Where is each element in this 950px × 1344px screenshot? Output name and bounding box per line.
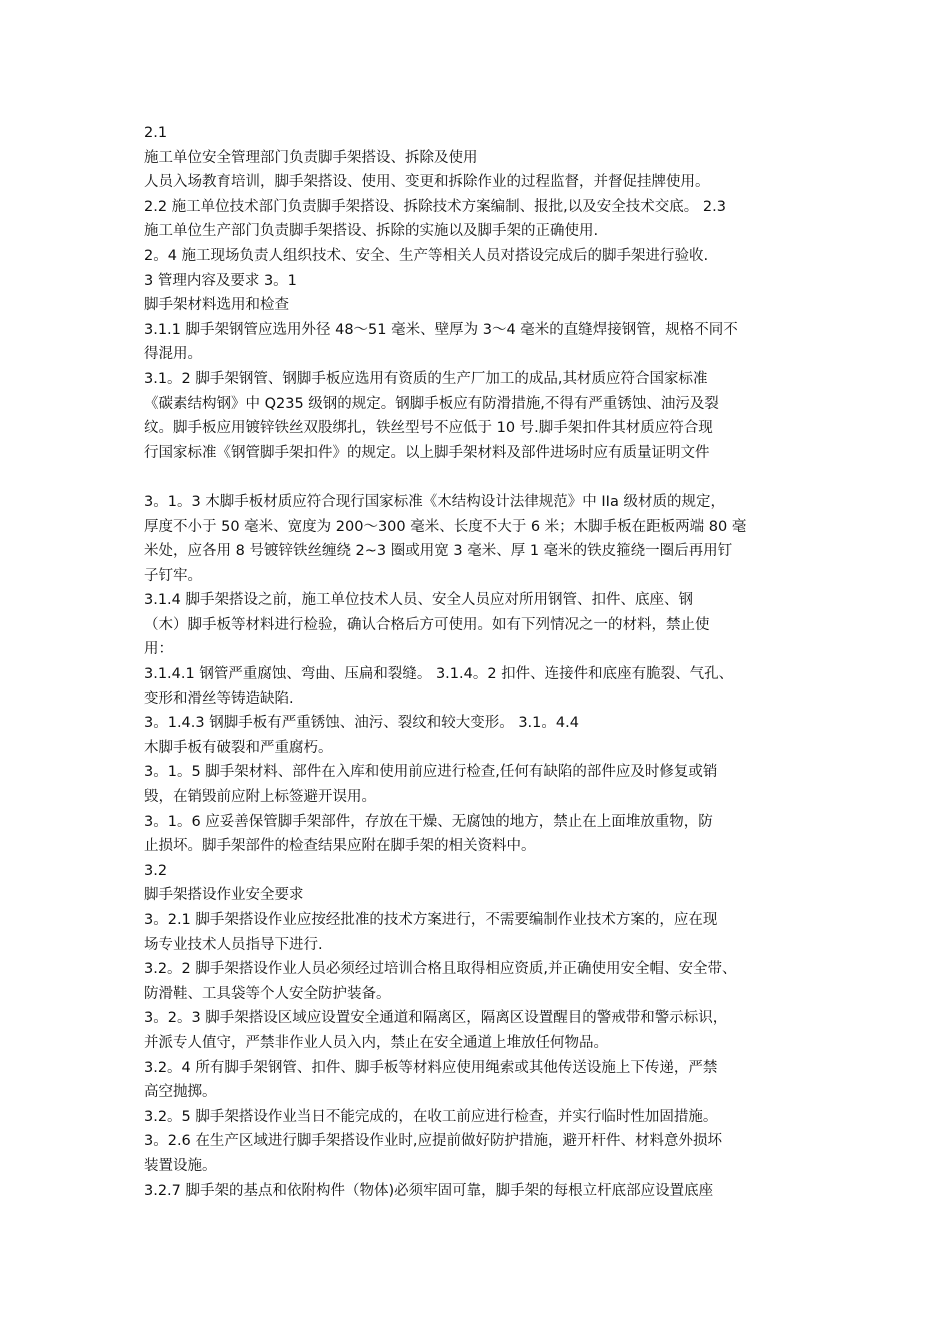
text-line: 3.2 xyxy=(144,862,168,879)
text-line: 施工单位生产部门负责脚手架搭设、拆除的实施以及脚手架的正确使用. xyxy=(144,223,599,240)
text-line: 得混用。 xyxy=(144,346,202,363)
text-line: 场专业技术人员指导下进行. xyxy=(144,936,323,953)
text-line: 装置设施。 xyxy=(144,1157,217,1174)
text-line: 3.2。4 所有脚手架钢管、扣件、脚手板等材料应使用绳索或其他传送设施上下传递，严禁 xyxy=(144,1059,718,1076)
text-line: 《碳素结构钢》中 Q235 级钢的规定。钢脚手板应有防滑措施,不得有严重锈蚀、油污及裂 xyxy=(144,395,719,412)
blank-line xyxy=(144,465,824,490)
text-line: 高空抛掷。 xyxy=(144,1084,217,1101)
text-line: 2.1 xyxy=(144,125,168,141)
text-line: 人员入场教育培训，脚手架搭设、使用、变更和拆除作业的过程监督，并督促挂牌使用。 xyxy=(144,174,710,191)
text-line: 木脚手板有破裂和严重腐朽。 xyxy=(144,739,333,756)
text-line: 行国家标准《钢管脚手架扣件》的规定。以上脚手架材料及部件进场时应有质量证明文件 xyxy=(144,444,710,461)
text-line: 3。1.4.3 钢脚手板有严重锈蚀、油污、裂纹和较大变形。 3.1。4.4 xyxy=(144,715,579,732)
text-line: 毁，在销毁前应附上标签避开误用。 xyxy=(144,789,376,806)
document-body xyxy=(144,121,824,1203)
text-line: 2。4 施工现场负责人组织技术、安全、生产等相关人员对搭设完成后的脚手架进行验收. xyxy=(144,247,709,264)
text-line: 3.2。5 脚手架搭设作业当日不能完成的，在收工前应进行检查，并实行临时性加固措施。 xyxy=(144,1108,718,1125)
text-line: 子钉牢。 xyxy=(144,567,202,584)
text-line: 并派专人值守，严禁非作业人员入内，禁止在安全通道上堆放任何物品。 xyxy=(144,1034,608,1051)
text-line: 防滑鞋、工具袋等个人安全防护装备。 xyxy=(144,985,391,1002)
text-line: 3。1。5 脚手架材料、部件在入库和使用前应进行检查,任何有缺陷的部件应及时修复或销 xyxy=(144,764,718,781)
text-line: 变形和滑丝等铸造缺陷. xyxy=(144,690,294,707)
text-line: 2.2 施工单位技术部门负责脚手架搭设、拆除技术方案编制、报批,以及安全技术交底。 2.3 xyxy=(144,198,726,215)
text-line: 3。2.6 在生产区域进行脚手架搭设作业时,应提前做好防护措施，避开杆件、材料意外损坏 xyxy=(144,1133,722,1150)
text-line: 3.1。2 脚手架钢管、钢脚手板应选用有资质的生产厂加工的成品,其材质应符合国家标准 xyxy=(144,370,708,387)
text-line: 3。1。6 应妥善保管脚手架部件，存放在干燥、无腐蚀的地方，禁止在上面堆放重物，防 xyxy=(144,813,713,830)
text-line: 用： xyxy=(144,641,173,658)
text-line: 止损坏。脚手架部件的检查结果应附在脚手架的相关资料中。 xyxy=(144,838,536,855)
text-line: 纹。脚手板应用镀锌铁丝双股绑扎，铁丝型号不应低于 10 号.脚手架扣件其材质应符合现 xyxy=(144,420,713,437)
section-heading: 脚手架搭设作业安全要求 xyxy=(144,887,304,904)
text-line: 3。2。3 脚手架搭设区域应设置安全通道和隔离区，隔离区设置醒目的警戒带和警示标识， xyxy=(144,1010,728,1027)
section-heading: 脚手架材料选用和检查 xyxy=(144,297,289,314)
text-line: （木）脚手板等材料进行检验，确认合格后方可使用。如有下列情况之一的材料，禁止使 xyxy=(144,616,710,633)
text-line: 3。2.1 脚手架搭设作业应按经批准的技术方案进行，不需要编制作业技术方案的，应在现 xyxy=(144,912,718,928)
text-line: 3 管理内容及要求 3。1 xyxy=(144,272,297,289)
text-line: 厚度不小于 50 毫米、宽度为 200～300 毫米、长度不大于 6 米；木脚手板在距板两端 80 毫 xyxy=(144,518,747,535)
text-line: 3.1.4 脚手架搭设之前，施工单位技术人员、安全人员应对所用钢管、扣件、底座、钢 xyxy=(144,592,694,609)
text-line: 米处，应各用 8 号镀锌铁丝缠绕 2~3 圈或用宽 3 毫米、厚 1 毫米的铁皮箍绕一圈后再用钉 xyxy=(144,543,733,560)
text-line: 3.1.4.1 钢管严重腐蚀、弯曲、压扁和裂缝。 3.1.4。2 扣件、连接件和底座有脆裂、气孔、 xyxy=(144,666,734,683)
text-line: 施工单位安全管理部门负责脚手架搭设、拆除及使用 xyxy=(144,149,478,166)
text-line: 3。1。3 木脚手板材质应符合现行国家标准《木结构设计法律规范》中 IIa 级材质的规定， xyxy=(144,493,725,510)
text-line: 3.2。2 脚手架搭设作业人员必须经过培训合格且取得相应资质,并正确使用安全帽、安全带、 xyxy=(144,961,737,978)
text-line: 3.2.7 脚手架的基点和依附构件（物体)必须牢固可靠，脚手架的每根立杆底部应设置底座 xyxy=(144,1182,714,1199)
text-line: 3.1.1 脚手架钢管应选用外径 48～51 毫米、壁厚为 3～4 毫米的直缝焊接钢管，规格不同不 xyxy=(144,321,738,338)
